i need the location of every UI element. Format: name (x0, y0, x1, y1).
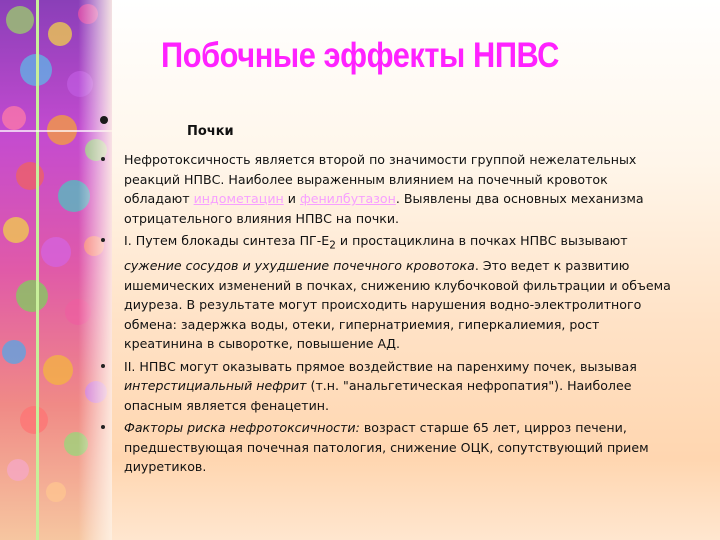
subscript: 2 (329, 239, 336, 252)
emphasis-text: сужение сосудов и ухудшение почечного кровотока (124, 258, 475, 274)
item-text: Нефротоксичность является второй по значимости группой нежелательных реакций НПВС. Наиболее выраженным влиянием на почечный кровоток обладают (124, 152, 637, 206)
list-item (101, 357, 671, 416)
item-text: и (283, 191, 300, 206)
bullet-icon (101, 425, 105, 429)
item-text: I. Путем блокады синтеза ПГ-Е (124, 233, 330, 248)
section-heading: Почки (187, 124, 234, 139)
item-text: II. НПВС могут оказывать прямое воздействие на паренхиму почек, вызывая (124, 358, 637, 374)
emphasis-text: интерстициальный нефрит (124, 378, 307, 394)
item-text: и простациклина в почках НПВС вызывают (335, 233, 628, 248)
emphasis-text: Факторы риска нефротоксичности: (124, 420, 360, 436)
list-item (101, 150, 671, 228)
bullet-icon (101, 364, 105, 368)
item-text: (т.н. "анальгетическая нефропатия"). Наиболее опасным является фенацетин. (124, 378, 632, 413)
bullet-icon (101, 238, 105, 242)
slide-title: Побочные эффекты НПВС (161, 36, 559, 75)
phenylbutazone-link[interactable]: фенилбутазон (299, 191, 396, 206)
item-text: . Выявлены два основных механизма отрицательного влияния НПВС на почки. (124, 191, 644, 226)
list-item (101, 418, 671, 477)
bullet-icon (100, 116, 108, 124)
bullet-icon (101, 157, 105, 161)
indomethacin-link[interactable]: индометацин (193, 191, 284, 206)
item-text: возраст старше 65 лет, цирроз печени, предшествующая почечная патология, снижение ОЦК, сопутствующий прием диуретиков. (124, 420, 649, 475)
bullet-list (101, 150, 671, 480)
list-item (101, 231, 671, 354)
item-text: . Это ведет к развитию ишемических изменений в почках, снижению клубочковой фильтрации и объема диуреза. В результате могут происходить нарушения водно-электролитного обмена: задержка воды, отеки, гипернатриемия, гиперкалиемия, рост креатинина в сыворотке, повышение АД. (124, 258, 671, 352)
floral-decoration (0, 0, 112, 540)
